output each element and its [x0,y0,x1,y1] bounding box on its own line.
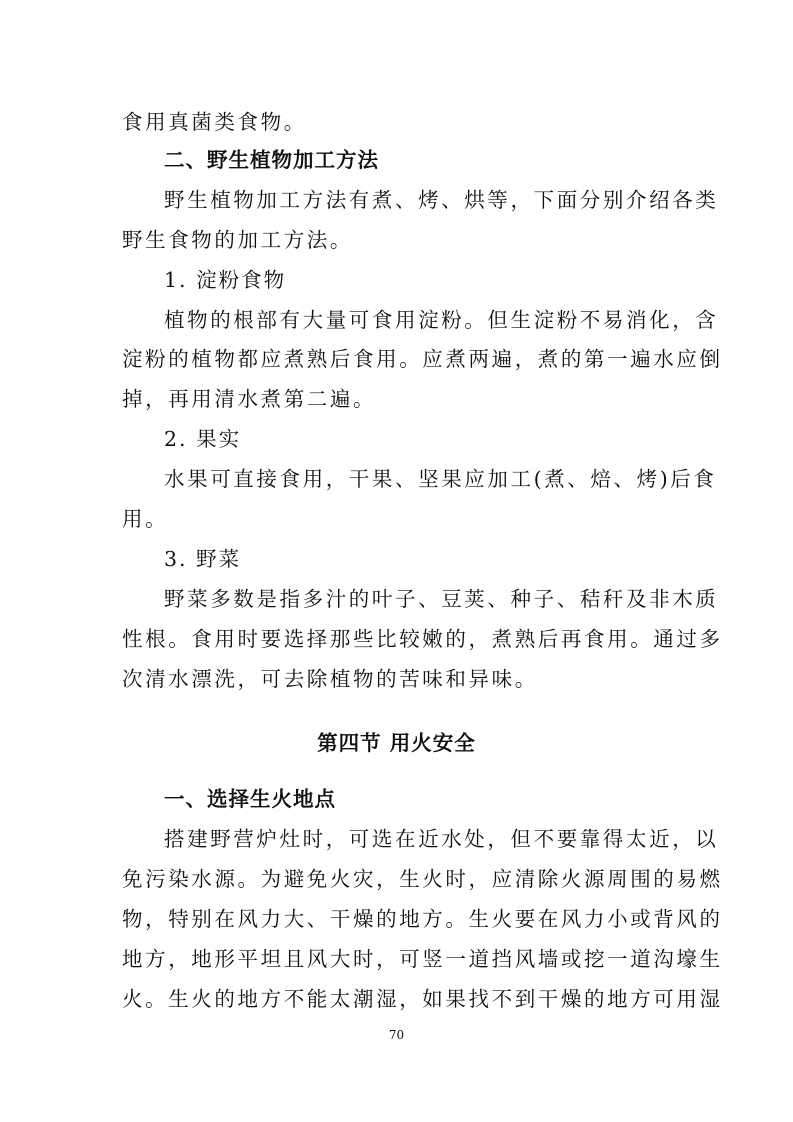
text-line: 用。 [122,507,169,531]
text-line: 地方，地形平坦且风大时，可竖一道挡风墙或挖一道沟壕生 [122,947,723,971]
item-heading-wild-vegetables: 3. 野菜 [164,547,242,571]
item-heading-fruit: 2. 果实 [164,427,242,451]
text-line: 免污染水源。为避免火灾，生火时，应清除火源周围的易燃 [122,867,723,891]
subheading-fire-site: 一、选择生火地点 [164,787,336,811]
text-line: 食用真菌类食物。 [122,110,307,134]
section-title: 第四节 用火安全 [317,731,476,755]
text-line: 掉，再用清水煮第二遍。 [122,387,377,411]
text-line: 火。生火的地方不能太潮湿，如果找不到干燥的地方可用湿 [122,987,723,1011]
page-number: 70 [388,1028,405,1042]
text-line: 野生植物加工方法有煮、烤、烘等，下面分别介绍各类 [164,188,719,212]
text-line: 搭建野营炉灶时，可选在近水处，但不要靠得太近，以 [164,827,719,851]
subheading-plant-processing: 二、野生植物加工方法 [164,148,379,172]
text-line: 植物的根部有大量可食用淀粉。但生淀粉不易消化，含 [164,308,719,332]
text-line: 次清水漂洗，可去除植物的苦味和异味。 [122,667,538,691]
text-line: 野生食物的加工方法。 [122,228,353,252]
text-line: 水果可直接食用，干果、坚果应加工(煮、焙、烤)后食 [164,467,717,491]
item-heading-starch: 1. 淀粉食物 [164,268,287,292]
text-line: 性根。食用时要选择那些比较嫩的，煮熟后再食用。通过多 [122,627,723,651]
text-line: 物，特别在风力大、干燥的地方。生火要在风力小或背风的 [122,907,723,931]
text-line: 野菜多数是指多汁的叶子、豆荚、种子、秸秆及非木质 [164,587,719,611]
text-line: 淀粉的植物都应煮熟后食用。应煮两遍，煮的第一遍水应倒 [122,347,723,371]
